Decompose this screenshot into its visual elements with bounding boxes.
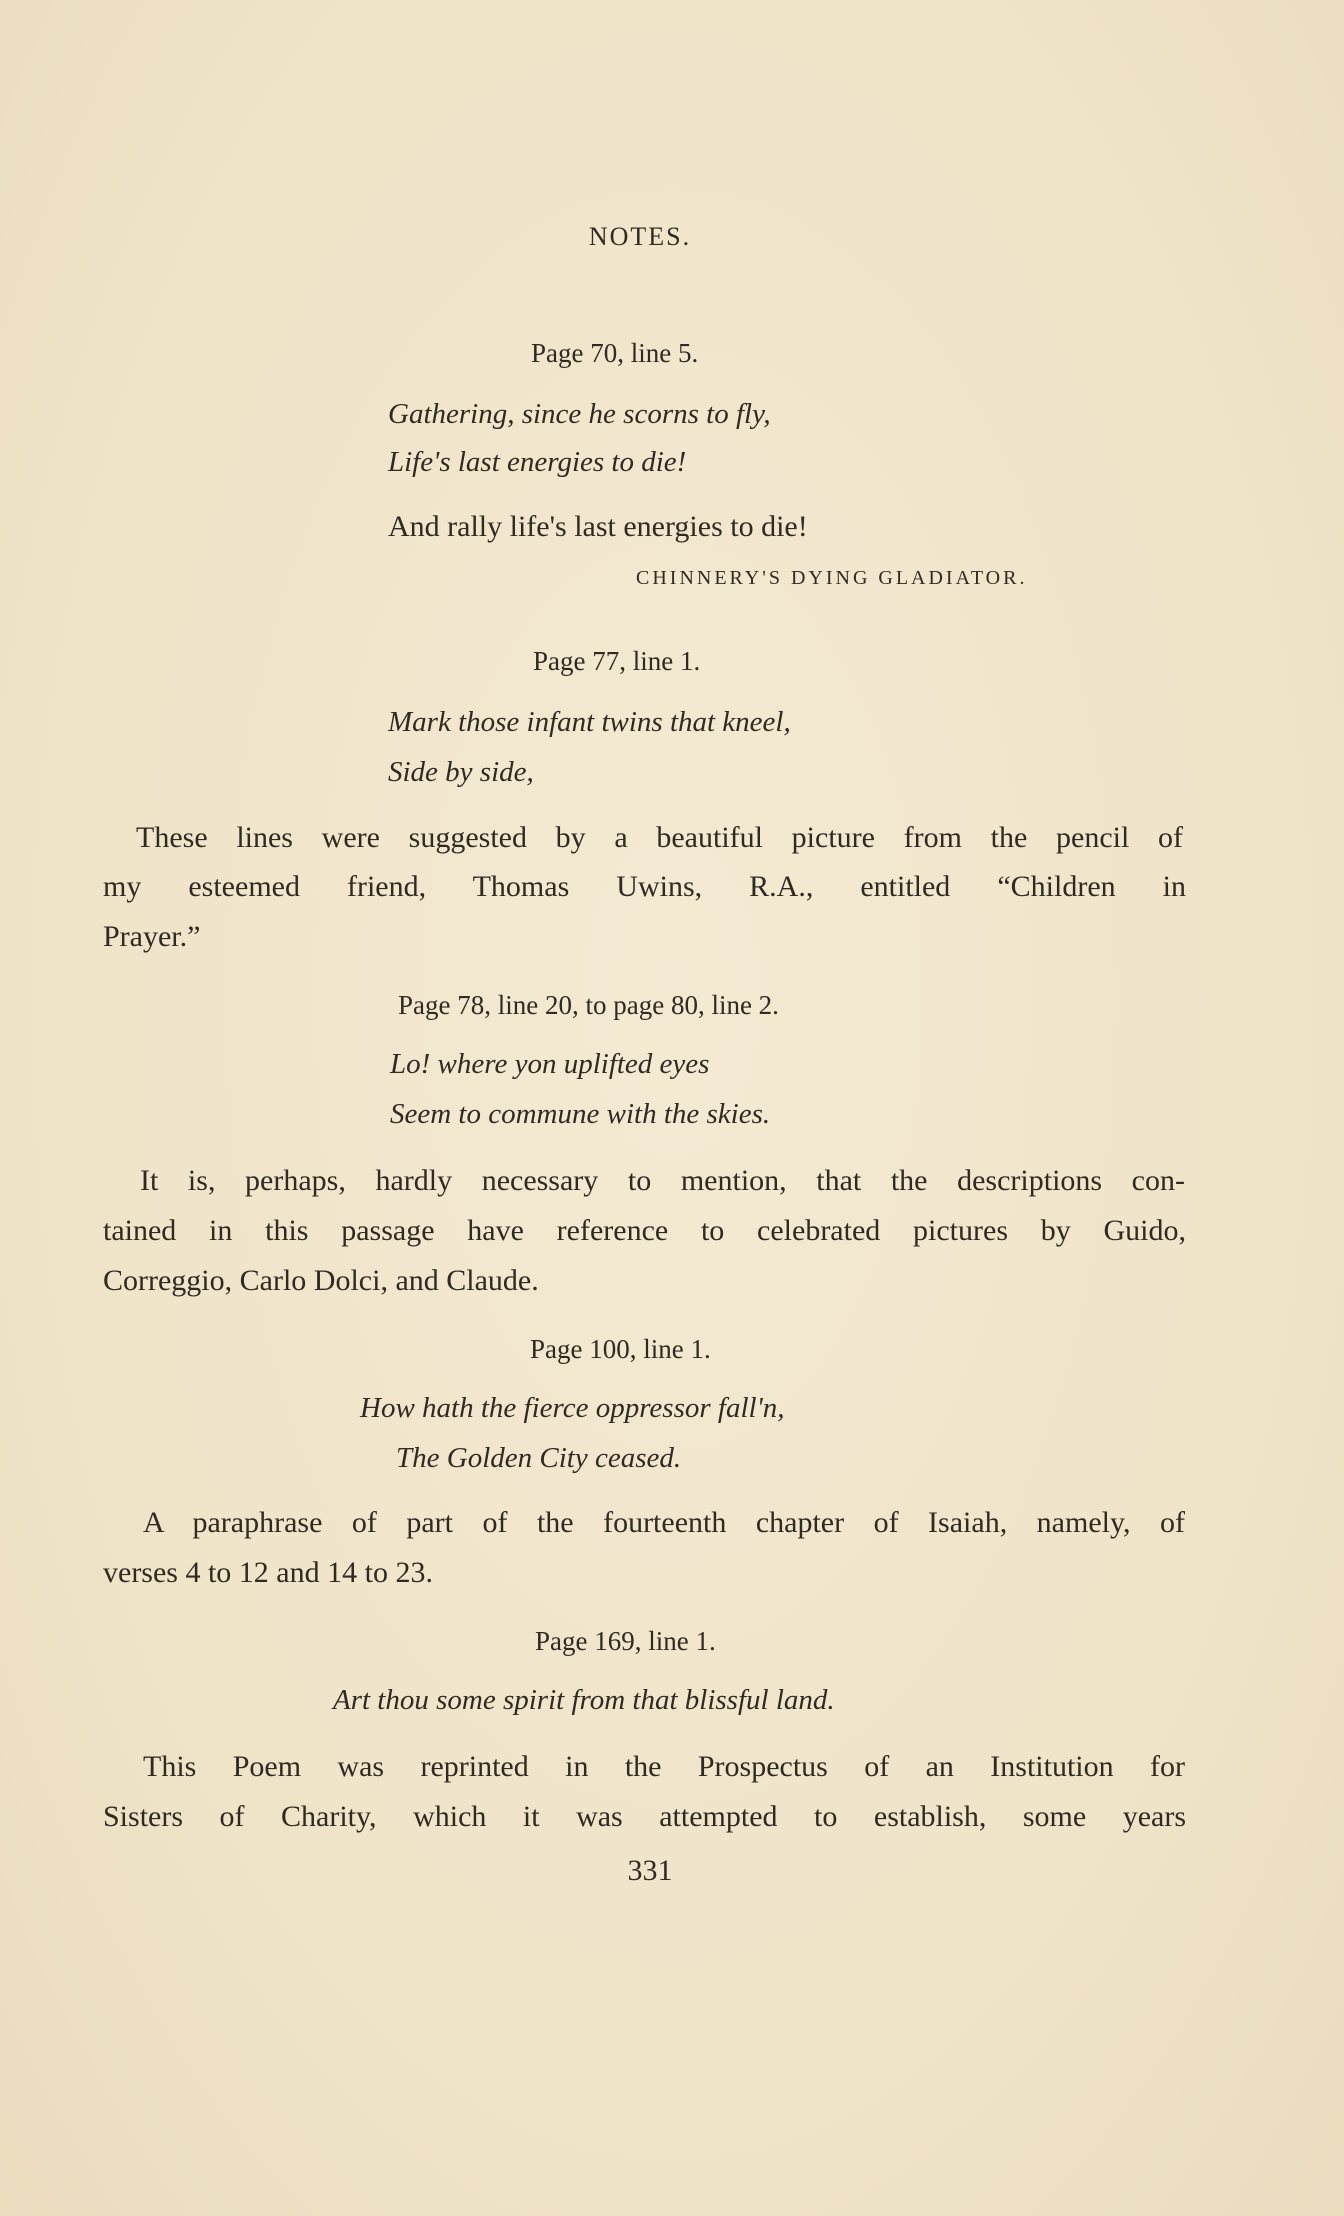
note-text-line: tained in this passage have reference to celebrated pictures by Guido, xyxy=(103,1214,1186,1247)
note-reference: Page 70, line 5. xyxy=(531,338,699,368)
verse-line: Side by side, xyxy=(388,756,534,788)
verse-line: Life's last energies to die! xyxy=(388,446,687,478)
verse-line: Art thou some spirit from that blissful land. xyxy=(333,1684,835,1716)
note-text-line: A paraphrase of part of the fourteenth chapter of Isaiah, namely, of xyxy=(143,1506,1185,1539)
note-reference: Page 78, line 20, to page 80, line 2. xyxy=(398,990,779,1020)
note-reference: Page 100, line 1. xyxy=(530,1334,711,1364)
note-text-line: Sisters of Charity, which it was attempted to establish, some years xyxy=(103,1800,1186,1833)
note-text-line: It is, perhaps, hardly necessary to mention, that the descriptions con- xyxy=(140,1164,1185,1197)
note-text-line: my esteemed friend, Thomas Uwins, R.A., entitled “Children in xyxy=(103,870,1186,903)
page-title: NOTES. xyxy=(588,222,692,251)
page-number: 331 xyxy=(627,1854,673,1887)
note-reference: Page 169, line 1. xyxy=(535,1626,716,1656)
verse-line: Gathering, since he scorns to fly, xyxy=(388,398,771,430)
verse-line: The Golden City ceased. xyxy=(396,1442,682,1474)
note-text-line: Prayer.” xyxy=(103,920,201,953)
note-reference: Page 77, line 1. xyxy=(533,646,701,676)
verse-line: Seem to commune with the skies. xyxy=(390,1098,771,1130)
quote-line: And rally life's last energies to die! xyxy=(388,510,808,543)
verse-line: How hath the fierce oppressor fall'n, xyxy=(360,1392,785,1424)
attribution: CHINNERY'S DYING GLADIATOR. xyxy=(636,567,1028,589)
note-text-line: verses 4 to 12 and 14 to 23. xyxy=(103,1556,433,1589)
note-text-line: These lines were suggested by a beautiful picture from the pencil of xyxy=(136,821,1183,854)
note-text-line: Correggio, Carlo Dolci, and Claude. xyxy=(103,1264,539,1297)
note-text-line: This Poem was reprinted in the Prospectus of an Institution for xyxy=(143,1750,1185,1783)
verse-line: Mark those infant twins that kneel, xyxy=(388,706,791,738)
verse-line: Lo! where yon uplifted eyes xyxy=(390,1048,710,1080)
